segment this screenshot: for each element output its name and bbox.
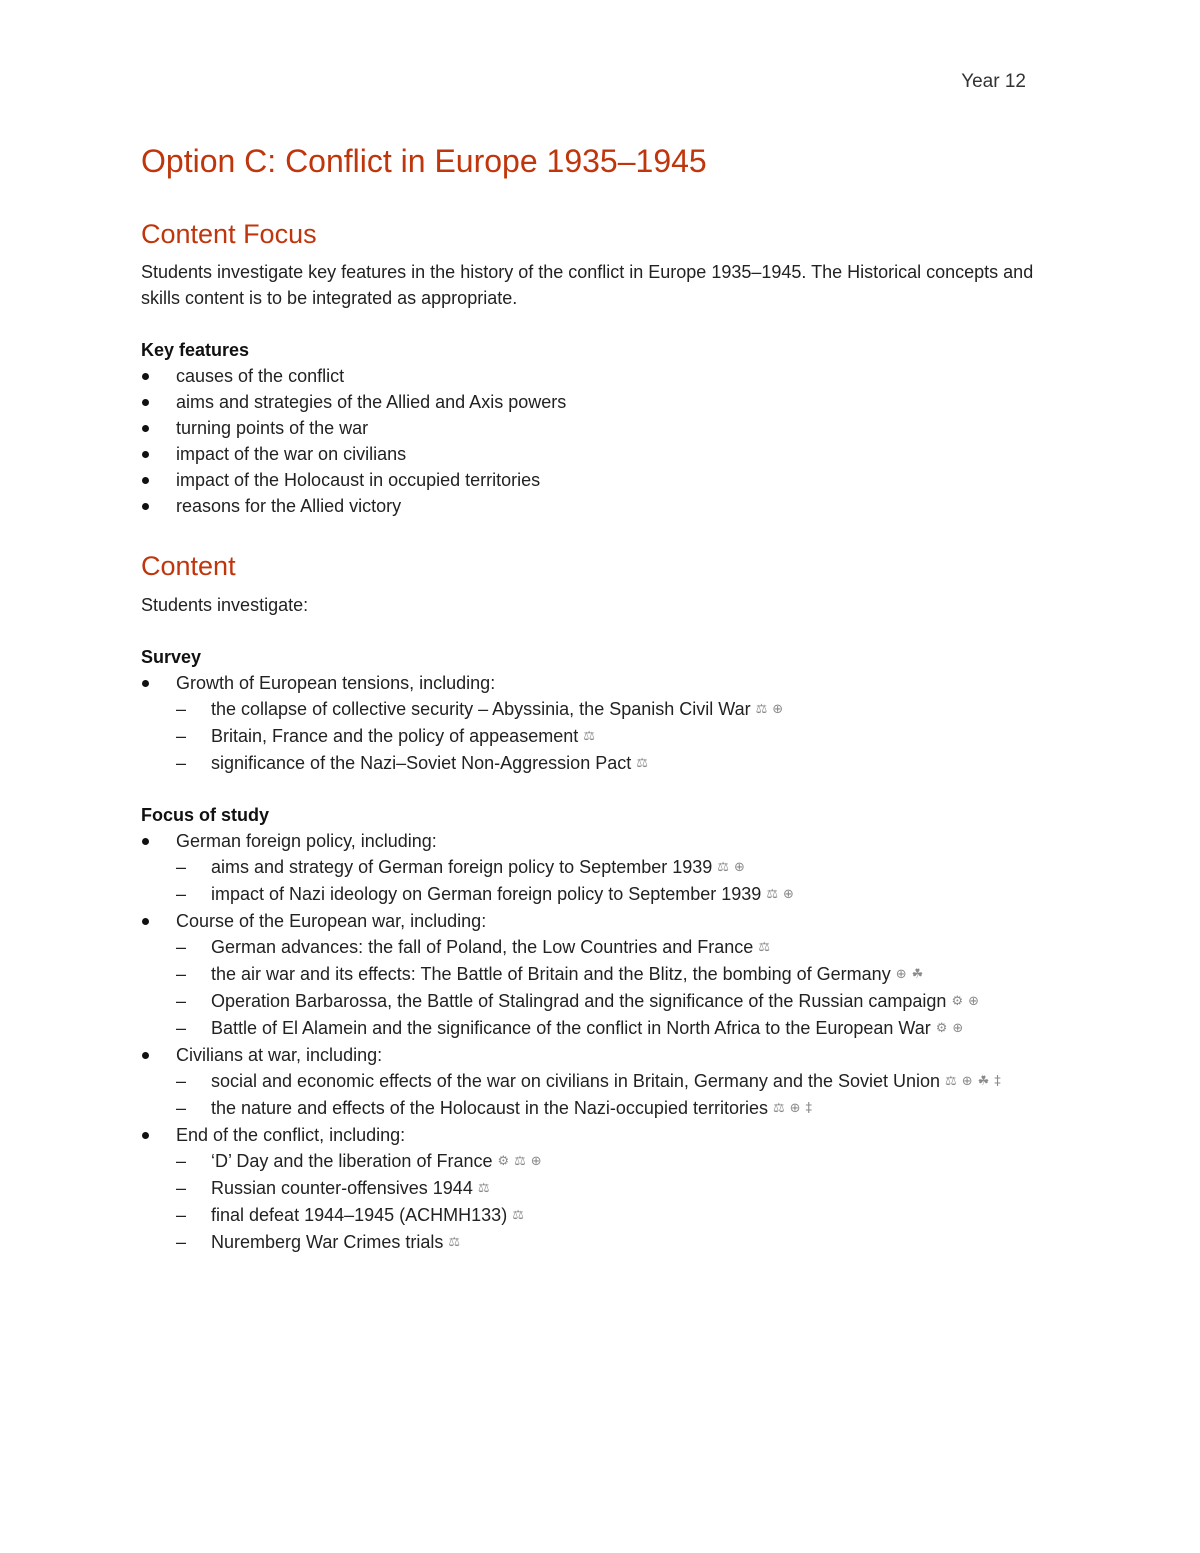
sub-list-item: [176, 1202, 1041, 1229]
scales-icon: ⚖: [477, 1181, 490, 1196]
scales-icon: ⚖: [772, 1101, 785, 1116]
dash-marker: –: [176, 857, 187, 877]
sub-list: [176, 1148, 1041, 1256]
sub-list-item: [176, 1068, 1041, 1095]
list-item: [141, 1042, 1041, 1068]
list-item-text: causes of the conflict: [176, 366, 345, 386]
sub-list-container: [141, 1148, 1041, 1256]
sub-list-item-text: social and economic effects of the war on civilians in Britain, Germany and the Soviet Union: [211, 1071, 941, 1091]
sub-list-container: [141, 934, 1041, 1042]
list-item-text: Growth of European tensions, including:: [176, 673, 496, 693]
content-intro: Students investigate:: [141, 595, 309, 615]
bullet-icon: [142, 503, 149, 510]
bullet-icon: [142, 1132, 149, 1139]
sub-list-item: [176, 1015, 1041, 1042]
scales-icon: ⚖: [755, 702, 768, 717]
sub-list-container: [141, 1068, 1041, 1122]
sub-list-item-text: ‘D’ Day and the liberation of France: [211, 1151, 493, 1171]
list-item: [141, 493, 1041, 519]
australia-icon: ☘: [911, 967, 924, 982]
globe-icon: ⊕: [782, 887, 794, 902]
dash-marker: –: [176, 1151, 187, 1171]
bullet-icon: [142, 425, 149, 432]
sub-list-item-text: Operation Barbarossa, the Battle of Stalingrad and the significance of the Russian campaign: [211, 991, 947, 1011]
list-item: [141, 828, 1041, 854]
list-item-text: reasons for the Allied victory: [176, 496, 402, 516]
dash-marker: –: [176, 1205, 187, 1225]
sub-list-item: [176, 934, 1041, 961]
list-item: [141, 1122, 1041, 1148]
gears-icon: ⚙: [951, 994, 964, 1009]
sub-list: [176, 854, 1041, 908]
scales-icon: ⚖: [512, 1208, 524, 1223]
globe-icon: ⊕: [789, 1101, 801, 1116]
bullet-icon: [142, 918, 149, 925]
dash-marker: –: [176, 1071, 187, 1091]
bullet-icon: [142, 1052, 149, 1059]
globe-icon: ⊕: [530, 1154, 542, 1169]
sub-list-item-text: the nature and effects of the Holocaust in the Nazi-occupied territories: [211, 1098, 768, 1118]
sub-list-item: [176, 961, 1041, 988]
header-year-label: Year 12: [961, 71, 1026, 92]
dash-marker: –: [176, 699, 187, 719]
sub-list-item-text: Nuremberg War Crimes trials: [211, 1232, 444, 1252]
bullet-icon: [142, 451, 149, 458]
dash-marker: –: [176, 937, 187, 957]
scales-icon: ⚖: [945, 1074, 957, 1089]
dash-marker: –: [176, 884, 187, 904]
survey-list: [141, 670, 1041, 777]
globe-icon: ⊕: [895, 967, 907, 982]
list-item: [141, 670, 1041, 696]
sub-list: [176, 696, 1041, 777]
sub-list-item-text: the collapse of collective security – Abyssinia, the Spanish Civil War: [211, 699, 751, 719]
scales-icon: ⚖: [636, 756, 648, 771]
scales-icon: ⚖: [766, 887, 778, 902]
list-item-text: Civilians at war, including:: [176, 1045, 383, 1065]
survey-label: Survey: [141, 647, 202, 667]
ethics-icon: ‡: [805, 1101, 813, 1116]
list-item-text: End of the conflict, including:: [176, 1125, 406, 1145]
list-item: [141, 363, 1041, 389]
sub-list: [176, 934, 1041, 1042]
dash-marker: –: [176, 1098, 187, 1118]
list-item-text: impact of the Holocaust in occupied territories: [176, 470, 541, 490]
sub-list-item-text: Britain, France and the policy of appeasement: [211, 726, 579, 746]
content-focus-heading: Content Focus: [141, 219, 317, 249]
sub-list-item-text: final defeat 1944–1945 (ACHMH133): [211, 1205, 508, 1225]
list-item: [141, 389, 1041, 415]
list-item-text: German foreign policy, including:: [176, 831, 437, 851]
page-title: Option C: Conflict in Europe 1935–1945: [141, 143, 707, 179]
dash-marker: –: [176, 991, 187, 1011]
bullet-icon: [142, 373, 149, 380]
bullet-icon: [142, 680, 149, 687]
list-item: [141, 415, 1041, 441]
sub-list: [176, 1068, 1041, 1122]
scales-icon: ⚖: [583, 729, 595, 744]
sub-list-item: [176, 1148, 1041, 1175]
australia-icon: ☘: [977, 1074, 990, 1089]
list-item: [141, 908, 1041, 934]
focus-of-study-list: [141, 828, 1041, 1256]
dash-marker: –: [176, 726, 187, 746]
sub-list-item: [176, 1095, 1041, 1122]
ethics-icon: ‡: [994, 1074, 1001, 1089]
scales-icon: ⚖: [758, 940, 770, 955]
sub-list-item-text: Russian counter-offensives 1944: [211, 1178, 473, 1198]
dash-marker: –: [176, 964, 187, 984]
dash-marker: –: [176, 1178, 187, 1198]
bullet-icon: [142, 838, 149, 845]
sub-list-item: [176, 696, 1041, 723]
sub-list-item-text: the air war and its effects: The Battle of Britain and the Blitz, the bombing of Germany: [211, 964, 891, 984]
gears-icon: ⚙: [497, 1154, 510, 1169]
list-item-text: Course of the European war, including:: [176, 911, 487, 931]
content-heading: Content: [141, 551, 236, 581]
sub-list-item-text: German advances: the fall of Poland, the Low Countries and France: [211, 937, 754, 957]
dash-marker: –: [176, 753, 187, 773]
list-item-text: aims and strategies of the Allied and Axis powers: [176, 392, 567, 412]
bullet-icon: [142, 399, 149, 406]
list-item: [141, 441, 1041, 467]
sub-list-item: [176, 1175, 1041, 1202]
sub-list-item-text: Battle of El Alamein and the significance of the conflict in North Africa to the European War: [211, 1018, 931, 1038]
dash-marker: –: [176, 1018, 187, 1038]
bullet-icon: [142, 477, 149, 484]
sub-list-item: [176, 723, 1041, 750]
list-item-text: impact of the war on civilians: [176, 444, 407, 464]
globe-icon: ⊕: [733, 860, 745, 875]
sub-list-item: [176, 750, 1041, 777]
sub-list-item: [176, 854, 1041, 881]
focus-of-study-label: Focus of study: [141, 805, 270, 825]
globe-icon: ⊕: [961, 1074, 973, 1089]
key-features-label: Key features: [141, 340, 250, 360]
sub-list-item-text: significance of the Nazi–Soviet Non-Aggression Pact: [211, 753, 632, 773]
sub-list-container: [141, 854, 1041, 908]
dash-marker: –: [176, 1232, 187, 1252]
sub-list-item: [176, 1229, 1041, 1256]
key-features-list: [141, 363, 1041, 519]
list-item-text: turning points of the war: [176, 418, 369, 438]
sub-list-item-text: impact of Nazi ideology on German foreign policy to September 1939: [211, 884, 762, 904]
document-body: [141, 138, 1041, 1256]
list-item: [141, 467, 1041, 493]
content-focus-paragraph: Students investigate key features in the history of the conflict in Europe 1935–1945. The Historical concepts and skills content is to be integrated as appropriate.: [141, 262, 1034, 308]
scales-icon: ⚖: [448, 1235, 461, 1250]
globe-icon: ⊕: [952, 1021, 964, 1036]
sub-list-item-text: aims and strategy of German foreign policy to September 1939: [211, 857, 713, 877]
scales-icon: ⚖: [514, 1154, 526, 1169]
sub-list-container: [141, 696, 1041, 777]
sub-list-item: [176, 881, 1041, 908]
globe-icon: ⊕: [772, 702, 784, 717]
gears-icon: ⚙: [935, 1021, 948, 1036]
sub-list-item: [176, 988, 1041, 1015]
globe-icon: ⊕: [968, 994, 980, 1009]
scales-icon: ⚖: [717, 860, 729, 875]
